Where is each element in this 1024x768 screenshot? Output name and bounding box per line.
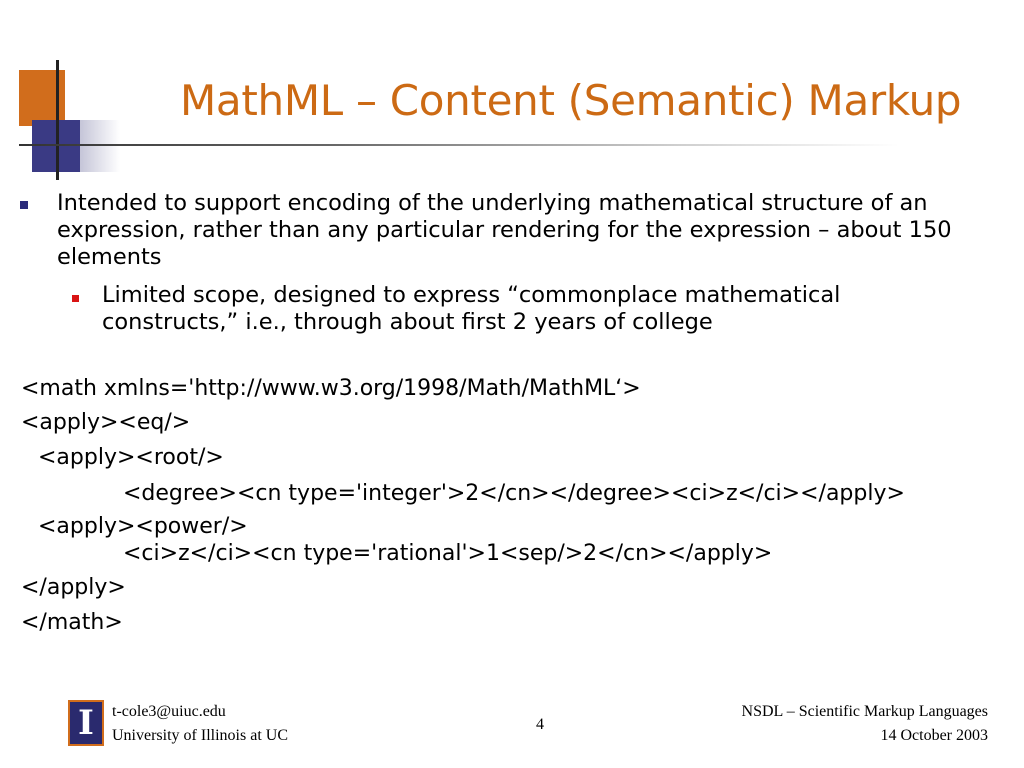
code-line: <apply><root/>	[38, 445, 224, 470]
code-line: <apply><eq/>	[21, 410, 191, 435]
code-line: <math xmlns='http://www.w3.org/1998/Math/MathML‘>	[21, 376, 641, 401]
footer-date: 14 October 2003	[880, 727, 988, 744]
slide-title: MathML – Content (Semantic) Markup	[180, 76, 962, 125]
page-number: 4	[536, 716, 544, 733]
sub-bullet-text: Limited scope, designed to express “commonplace mathematical constructs,” i.e., through about first 2 years of college	[102, 282, 841, 335]
code-line: <degree><cn type='integer'>2</cn></degree><ci>z</ci></apply>	[123, 481, 905, 506]
footer-presentation-title: NSDL – Scientific Markup Languages	[741, 703, 988, 720]
bullet-square-icon	[20, 201, 28, 209]
decor-vertical-line	[56, 60, 59, 180]
footer-right	[742, 700, 988, 748]
code-line: </apply>	[21, 575, 126, 600]
bullet-text: Intended to support encoding of the underlying mathematical structure of an expression, rather than any particular rendering for the expression – about 150 elements	[57, 190, 952, 270]
sub-bullet-square-icon	[72, 295, 79, 302]
footer-institution: University of Illinois at UC	[112, 727, 288, 744]
code-line: </math>	[21, 610, 123, 635]
footer-left	[112, 700, 288, 748]
title-underline	[19, 144, 899, 146]
code-line: <ci>z</ci><cn type='rational'>1<sep/>2</cn></apply>	[123, 541, 773, 566]
university-logo	[68, 700, 104, 746]
decor-fade-square	[80, 120, 120, 172]
footer-email: t-cole3@uiuc.edu	[112, 703, 226, 720]
code-line: <apply><power/>	[38, 514, 248, 539]
logo-letter: I	[78, 703, 94, 743]
